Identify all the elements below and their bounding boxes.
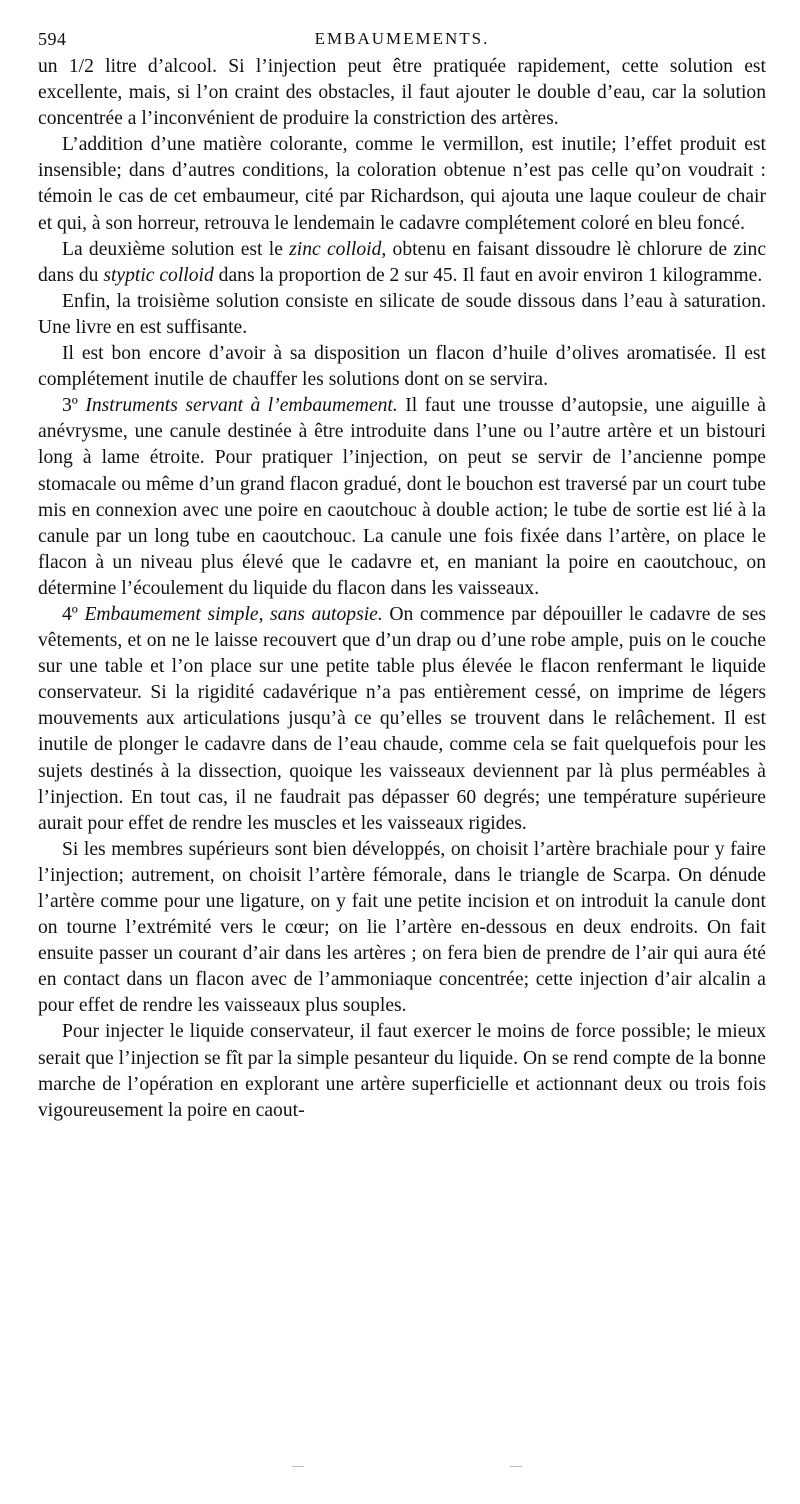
section-3-heading: Instruments servant à l’embaumement. [85, 395, 398, 417]
running-title: EMBAUMEMENTS. [314, 29, 490, 48]
paragraph-4: Enfin, la troisième solution consiste en silicate de soude dissous dans l’eau à saturation. Une livre en est suffisante. [38, 290, 766, 338]
section-3-paragraph [38, 393, 766, 602]
footer-mark-left [292, 1466, 304, 1467]
footer-mark-right [510, 1466, 522, 1467]
section-4-heading: Embaumement simple, sans autopsie. [84, 603, 383, 625]
page-header [38, 26, 766, 50]
paragraph-3-text-b: obtenu en faisant dissoudre lè chlorure de zinc dans du [38, 238, 767, 286]
section-3-text: Il faut une trousse d’autopsie, une aiguille à anévrysme, une canule destinée à être introduite dans l’une ou l’autre artère et un bistouri long à lame étroite. Pour pratiquer l’injection, on peut se servir de l’ancienne pompe stomacale ou même d’un grand flacon gradué, dont le bouchon est traversé par un court tube mis en connexion avec une poire en caoutchouc à double action; le tube de sortie est lié à la canule par un long tube en caoutchouc. La canule une fois fixée dans l’artère, on place le flacon à un niveau plus élevé que le cadavre et, en maniant la poire en caoutchouc, on détermine l’écoulement du liquide du flacon dans les vaisseaux. [38, 395, 766, 599]
term-styptic-colloid: styptic colloid [103, 264, 214, 286]
paragraph-3 [38, 237, 766, 289]
section-4-number: 4º [62, 603, 85, 625]
paragraph-5: Il est bon encore d’avoir à sa disposition un flacon d’huile d’olives aromatisée. Il est complétement inutile de chauffer les solutions dont on se servira. [38, 343, 766, 391]
paragraph-2: L’addition d’une matière colorante, comme le vermillon, est inutile; l’effet produit est insensible; dans d’autres conditions, la coloration obtenue n’est pas celle qu’on voudrait : témoin le cas de cet embaumeur, cité par Richardson, qui ajouta une laque couleur de chair et qui, à son horreur, retrouva le lendemain le cadavre complétement coloré en bleu foncé. [38, 134, 766, 234]
page-number: 594 [38, 29, 67, 49]
paragraph-3-text-a: La deuxième solution est le [62, 238, 290, 260]
section-3-number: 3º [62, 395, 86, 417]
document-page [38, 26, 766, 1124]
paragraph-3-text-c: dans la proportion de 2 sur 45. Il faut en avoir environ 1 kilogramme. [213, 264, 763, 286]
paragraph-8: Si les membres supérieurs sont bien développés, on choisit l’artère brachiale pour y faire l’injection; autrement, on choisit l’artère fémorale, dans le triangle de Scarpa. On dénude l’artère comme pour une ligature, on y fait une petite incision et on introduit la canule dont on tourne l’extrémité vers le cœur; on lie l’artère en-dessous en deux endroits. On fait ensuite passer un courant d’air dans les artères ; on fera bien de prendre de l’air qui aura été en contact dans un flacon avec de l’ammoniaque concentrée; cette injection d’air alcalin a pour effet de rendre les vaisseaux plus souples. [38, 838, 766, 1017]
paragraph-9: Pour injecter le liquide conservateur, il faut exercer le moins de force possible; le mieux serait que l’injection se fît par la simple pesanteur du liquide. On se rend compte de la bonne marche de l’opération en explorant une artère superficielle et actionnant deux ou trois fois vigoureusement la poire en caout- [38, 1021, 766, 1121]
paragraph-1: un 1/2 litre d’alcool. Si l’injection peut être pratiquée rapidement, cette solution est excellente, mais, si l’on craint des obstacles, il faut ajouter le double d’eau, car la solution concentrée a l’inconvénient de produire la constriction des artères. [38, 56, 766, 130]
section-4-text: On commence par dépouiller le cadavre de ses vêtements, et on ne le laisse recouvert que d’un drap ou d’une robe ample, puis on le couche sur une table et l’on place sur une petite table plus élevée le flacon renfermant le liquide conservateur. Si la rigidité cadavérique n’a pas entièrement cessé, on imprime de légers mouvements aux articulations jusqu’à ce qu’elles se trouvent dans le relâchement. Il est inutile de plonger le cadavre dans de l’eau chaude, comme cela se fait quelquefois pour les sujets destinés à la dissection, quoique les vaisseaux deviennent par là plus perméables à l’injection. En tout cas, il ne faudrait pas dépasser 60 degrés; une température supérieure aurait pour effet de rendre les muscles et les vaisseaux rigides. [38, 603, 766, 834]
term-zinc-colloid: zinc colloid, [289, 238, 387, 260]
section-4-paragraph [38, 602, 766, 837]
